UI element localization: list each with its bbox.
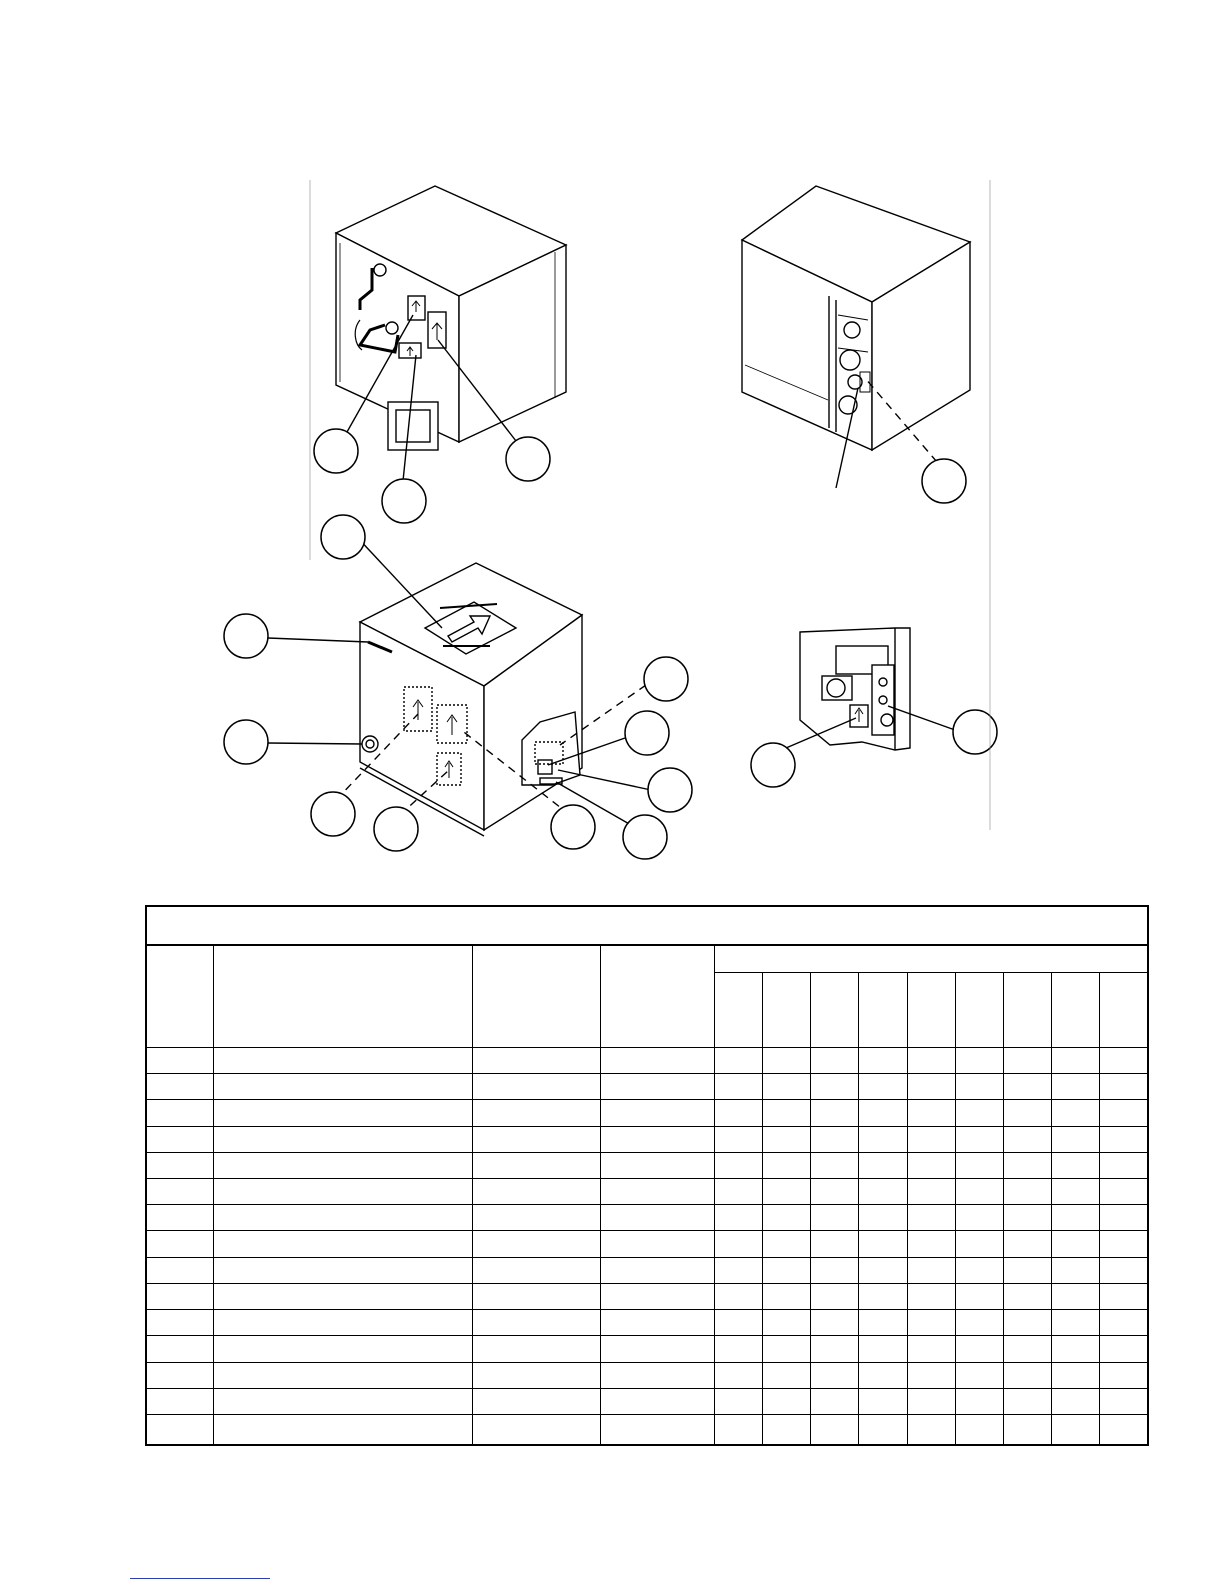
- table-cell: [955, 1414, 1003, 1445]
- callout-circle: [311, 792, 355, 836]
- table-cell: [1003, 1205, 1051, 1231]
- table-cell: [1051, 1414, 1099, 1445]
- table-cell: [763, 1388, 811, 1414]
- table-row: [146, 1179, 1148, 1205]
- table-cell: [715, 1126, 763, 1152]
- table-cell: [907, 1100, 955, 1126]
- table-cell: [715, 1362, 763, 1388]
- table-cell: [146, 1414, 213, 1445]
- table-cell: [600, 1414, 714, 1445]
- table-cell: [859, 1205, 907, 1231]
- table-row: [146, 1152, 1148, 1178]
- table-cell: [1100, 1414, 1148, 1445]
- table-cell: [907, 1310, 955, 1336]
- table-cell: [1051, 1126, 1099, 1152]
- table-cell: [213, 1179, 473, 1205]
- table-cell: [907, 1362, 955, 1388]
- table-cell: [1003, 1126, 1051, 1152]
- table-cell: [811, 1074, 859, 1100]
- table-cell: [213, 1283, 473, 1309]
- table-cell: [907, 1152, 955, 1178]
- table-cell: [146, 1100, 213, 1126]
- table-cell: [763, 1048, 811, 1074]
- table-cell: [763, 1336, 811, 1362]
- table-cell: [907, 1388, 955, 1414]
- table-cell: [859, 1336, 907, 1362]
- model-header: [1003, 972, 1051, 1048]
- table-cell: [859, 1257, 907, 1283]
- table-cell: [907, 1074, 955, 1100]
- model-header: [859, 972, 907, 1048]
- table-row: [146, 1414, 1148, 1445]
- table-cell: [715, 1283, 763, 1309]
- table-cell: [473, 1231, 600, 1257]
- table-body: [146, 1048, 1148, 1445]
- table-cell: [1051, 1048, 1099, 1074]
- table-cell: [473, 1179, 600, 1205]
- table-cell: [146, 1257, 213, 1283]
- table-cell: [715, 1414, 763, 1445]
- table-cell: [811, 1231, 859, 1257]
- table-cell: [763, 1179, 811, 1205]
- table-cell: [1003, 1231, 1051, 1257]
- table-title: [146, 906, 1148, 945]
- table-cell: [715, 1048, 763, 1074]
- col-header-quantity: [600, 945, 714, 1048]
- table-cell: [907, 1126, 955, 1152]
- table-cell: [1100, 1179, 1148, 1205]
- table-cell: [763, 1231, 811, 1257]
- table-cell: [1003, 1283, 1051, 1309]
- table-cell: [955, 1257, 1003, 1283]
- table-cell: [600, 1205, 714, 1231]
- table-row: [146, 1336, 1148, 1362]
- table-cell: [763, 1414, 811, 1445]
- table-cell: [473, 1205, 600, 1231]
- table-cell: [600, 1362, 714, 1388]
- callout-circle: [625, 711, 669, 755]
- table-cell: [1003, 1074, 1051, 1100]
- table-cell: [213, 1336, 473, 1362]
- table-cell: [473, 1362, 600, 1388]
- model-header: [763, 972, 811, 1048]
- table-row: [146, 1100, 1148, 1126]
- col-header-models: [715, 945, 1148, 972]
- table-cell: [955, 1152, 1003, 1178]
- table-cell: [715, 1231, 763, 1257]
- table-cell: [213, 1362, 473, 1388]
- table-row: [146, 1283, 1148, 1309]
- table-cell: [1100, 1231, 1148, 1257]
- table-cell: [146, 1362, 213, 1388]
- table-cell: [213, 1152, 473, 1178]
- table-cell: [859, 1388, 907, 1414]
- table-cell: [859, 1048, 907, 1074]
- table-cell: [1100, 1074, 1148, 1100]
- callout-circle: [922, 459, 966, 503]
- table-cell: [763, 1074, 811, 1100]
- callout-circle: [751, 743, 795, 787]
- table-cell: [859, 1231, 907, 1257]
- table-cell: [1003, 1257, 1051, 1283]
- table-cell: [955, 1231, 1003, 1257]
- table-cell: [907, 1336, 955, 1362]
- table-cell: [907, 1257, 955, 1283]
- table-cell: [715, 1310, 763, 1336]
- table-cell: [859, 1074, 907, 1100]
- table-cell: [1003, 1414, 1051, 1445]
- table-cell: [1003, 1362, 1051, 1388]
- table-cell: [600, 1257, 714, 1283]
- table-cell: [955, 1362, 1003, 1388]
- table-cell: [907, 1231, 955, 1257]
- table-cell: [811, 1179, 859, 1205]
- table-cell: [955, 1048, 1003, 1074]
- table-cell: [473, 1336, 600, 1362]
- table-cell: [811, 1257, 859, 1283]
- table-cell: [715, 1336, 763, 1362]
- table-row: [146, 1257, 1148, 1283]
- table-cell: [763, 1310, 811, 1336]
- model-header: [1051, 972, 1099, 1048]
- model-header: [955, 972, 1003, 1048]
- table-cell: [1051, 1152, 1099, 1178]
- table-cell: [955, 1336, 1003, 1362]
- table-cell: [600, 1231, 714, 1257]
- table-cell: [907, 1283, 955, 1309]
- table-cell: [1051, 1257, 1099, 1283]
- table-cell: [907, 1205, 955, 1231]
- table-cell: [859, 1414, 907, 1445]
- table-row: [146, 1126, 1148, 1152]
- table-cell: [859, 1126, 907, 1152]
- table-cell: [955, 1074, 1003, 1100]
- callout-circle: [224, 614, 268, 658]
- table-cell: [1051, 1205, 1099, 1231]
- table-cell: [1100, 1126, 1148, 1152]
- callout-circle: [321, 515, 365, 559]
- table-cell: [811, 1205, 859, 1231]
- table-cell: [1100, 1048, 1148, 1074]
- model-header: [907, 972, 955, 1048]
- table-cell: [1051, 1336, 1099, 1362]
- callout-circle: [506, 437, 550, 481]
- table-cell: [146, 1126, 213, 1152]
- table-cell: [715, 1179, 763, 1205]
- table-cell: [1051, 1283, 1099, 1309]
- table-cell: [213, 1074, 473, 1100]
- table-cell: [1003, 1179, 1051, 1205]
- model-header: [1100, 972, 1148, 1048]
- table-cell: [213, 1048, 473, 1074]
- model-header: [715, 972, 763, 1048]
- table-cell: [1003, 1336, 1051, 1362]
- table-cell: [213, 1414, 473, 1445]
- callout-circle: [314, 429, 358, 473]
- table-cell: [763, 1205, 811, 1231]
- table-cell: [859, 1283, 907, 1309]
- table-cell: [715, 1100, 763, 1126]
- table-cell: [1100, 1283, 1148, 1309]
- table-cell: [1051, 1310, 1099, 1336]
- table-cell: [600, 1048, 714, 1074]
- model-header: [811, 972, 859, 1048]
- table-cell: [146, 1388, 213, 1414]
- table-cell: [859, 1100, 907, 1126]
- table-cell: [600, 1074, 714, 1100]
- table-row: [146, 1310, 1148, 1336]
- table-row: [146, 1362, 1148, 1388]
- table-cell: [146, 1283, 213, 1309]
- table-cell: [1100, 1336, 1148, 1362]
- table-cell: [146, 1152, 213, 1178]
- table-cell: [955, 1388, 1003, 1414]
- callout-circle: [623, 815, 667, 859]
- col-header-part-number: [473, 945, 600, 1048]
- table-cell: [811, 1362, 859, 1388]
- table-cell: [859, 1362, 907, 1388]
- table-cell: [955, 1126, 1003, 1152]
- table-cell: [600, 1126, 714, 1152]
- table-cell: [811, 1310, 859, 1336]
- table-cell: [907, 1179, 955, 1205]
- table-cell: [473, 1048, 600, 1074]
- table-cell: [1051, 1388, 1099, 1414]
- table-cell: [146, 1205, 213, 1231]
- table-cell: [473, 1310, 600, 1336]
- table-cell: [1051, 1231, 1099, 1257]
- table-cell: [1100, 1257, 1148, 1283]
- table-cell: [811, 1048, 859, 1074]
- table-cell: [811, 1100, 859, 1126]
- table-cell: [473, 1074, 600, 1100]
- table-cell: [1051, 1179, 1099, 1205]
- callout-circle: [224, 720, 268, 764]
- table-cell: [1003, 1048, 1051, 1074]
- table-cell: [213, 1257, 473, 1283]
- table-cell: [146, 1336, 213, 1362]
- table-cell: [146, 1310, 213, 1336]
- callout-circle: [644, 657, 688, 701]
- table-cell: [907, 1048, 955, 1074]
- parts-table: [145, 905, 1149, 1446]
- table-cell: [473, 1283, 600, 1309]
- table-row: [146, 1231, 1148, 1257]
- table-cell: [763, 1257, 811, 1283]
- table-cell: [473, 1126, 600, 1152]
- table-cell: [213, 1310, 473, 1336]
- table-cell: [763, 1152, 811, 1178]
- table-cell: [146, 1231, 213, 1257]
- table-cell: [1100, 1205, 1148, 1231]
- table-cell: [600, 1336, 714, 1362]
- table-cell: [763, 1126, 811, 1152]
- table-cell: [1003, 1388, 1051, 1414]
- table-cell: [1003, 1310, 1051, 1336]
- table-cell: [715, 1257, 763, 1283]
- table-cell: [811, 1414, 859, 1445]
- table-row: [146, 1388, 1148, 1414]
- table-cell: [146, 1179, 213, 1205]
- table-cell: [473, 1152, 600, 1178]
- table-cell: [715, 1074, 763, 1100]
- table-cell: [763, 1283, 811, 1309]
- table-cell: [1100, 1388, 1148, 1414]
- table-cell: [213, 1205, 473, 1231]
- table-cell: [715, 1152, 763, 1178]
- table-cell: [1051, 1074, 1099, 1100]
- table-cell: [600, 1179, 714, 1205]
- table-cell: [811, 1152, 859, 1178]
- table-cell: [859, 1310, 907, 1336]
- callout-circle: [648, 768, 692, 812]
- detail-view: [786, 628, 955, 750]
- table-row: [146, 1074, 1148, 1100]
- callout-circle: [551, 805, 595, 849]
- table-cell: [955, 1283, 1003, 1309]
- table-cell: [955, 1100, 1003, 1126]
- table-cell: [955, 1179, 1003, 1205]
- table-cell: [213, 1100, 473, 1126]
- table-cell: [473, 1257, 600, 1283]
- table-cell: [859, 1152, 907, 1178]
- table-cell: [859, 1179, 907, 1205]
- table-cell: [811, 1126, 859, 1152]
- table-cell: [715, 1205, 763, 1231]
- table-cell: [600, 1310, 714, 1336]
- table-cell: [473, 1414, 600, 1445]
- table-cell: [1051, 1362, 1099, 1388]
- table-cell: [213, 1126, 473, 1152]
- table-cell: [1003, 1100, 1051, 1126]
- table-cell: [1100, 1362, 1148, 1388]
- table-cell: [473, 1388, 600, 1414]
- table-cell: [1003, 1152, 1051, 1178]
- table-cell: [811, 1336, 859, 1362]
- table-cell: [600, 1283, 714, 1309]
- table-cell: [146, 1048, 213, 1074]
- table-cell: [146, 1074, 213, 1100]
- table-cell: [763, 1100, 811, 1126]
- table-cell: [811, 1283, 859, 1309]
- table-cell: [1100, 1310, 1148, 1336]
- front-right-view-cabinet: [742, 186, 970, 488]
- table-cell: [473, 1100, 600, 1126]
- callout-circle: [953, 710, 997, 754]
- table-cell: [600, 1100, 714, 1126]
- col-header-item: [146, 945, 213, 1048]
- table-cell: [600, 1388, 714, 1414]
- table-row: [146, 1205, 1148, 1231]
- col-header-description: [213, 945, 473, 1048]
- footer-link-underline[interactable]: [130, 1578, 270, 1579]
- table-cell: [1100, 1152, 1148, 1178]
- table-cell: [213, 1388, 473, 1414]
- table-cell: [955, 1310, 1003, 1336]
- table-cell: [213, 1231, 473, 1257]
- table-cell: [1051, 1100, 1099, 1126]
- callout-circle: [374, 807, 418, 851]
- table-row: [146, 1048, 1148, 1074]
- callout-circle: [382, 479, 426, 523]
- table-cell: [763, 1362, 811, 1388]
- table-cell: [955, 1205, 1003, 1231]
- front-left-view-cabinet: [268, 536, 651, 836]
- table-cell: [811, 1388, 859, 1414]
- table-cell: [715, 1388, 763, 1414]
- table-cell: [907, 1414, 955, 1445]
- table-cell: [600, 1152, 714, 1178]
- table-cell: [1100, 1100, 1148, 1126]
